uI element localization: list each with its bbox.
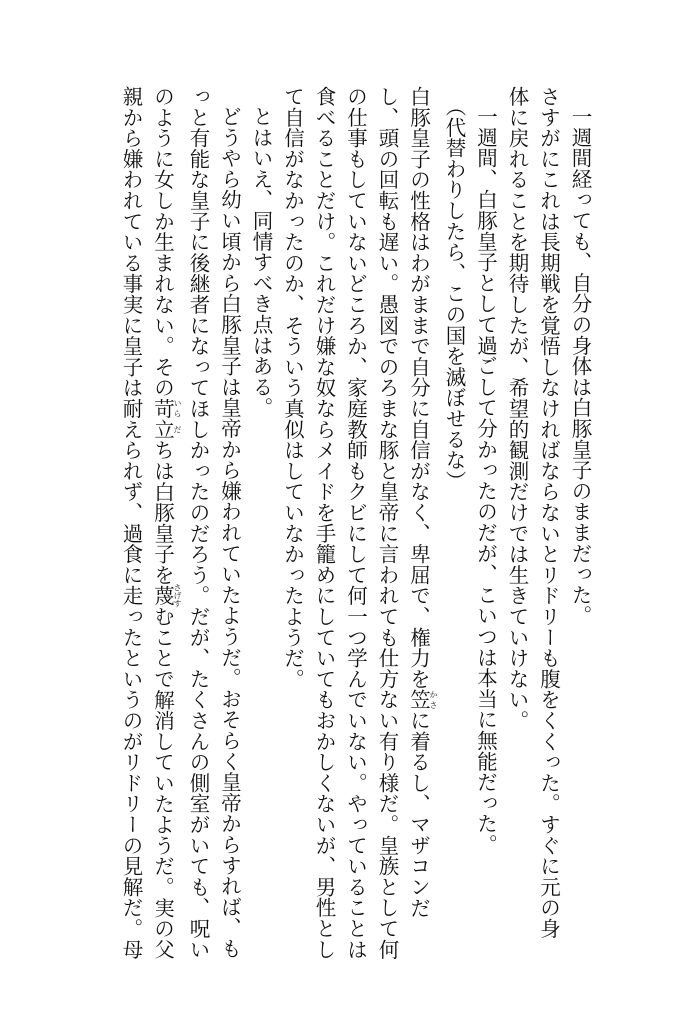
furigana-reading: かさ: [429, 689, 438, 711]
text-line-7: し、頭の回転も遅い。愚図でのろまな豚と皇帝に言われても仕方ない有り様だ。皇族として何: [375, 86, 399, 960]
furigana-ruby: 蔑さげす: [150, 583, 182, 608]
text-line-2: さすがにこれは長期戦を覚悟しなければならないとリドリーも腹をくくった。すぐに元の身: [536, 86, 561, 939]
text-line-5: （代替わりしたら、この国を滅ぼせるな）: [442, 96, 466, 492]
text-line-1: 一週間経っても、自分の身体は白豚皇子のままだった。: [568, 106, 592, 626]
text-line-14: のように女しか生まれない。その苛いら立だちは白豚皇子を蔑さげすむことで解消していたようだ。実の父: [150, 86, 182, 960]
furigana-ruby: 苛いら: [150, 398, 182, 419]
text-line-9: 食べることだけ。これだけ嫌な奴ならメイドを手籠めにしていてもおかしくないが、男性とし: [312, 86, 336, 960]
text-line-4: 一週間、白豚皇子として過ごして分かったのだが、こいつは本当に無能だった。: [473, 106, 498, 855]
text-line-15: 親から嫌われている事実に皇子は耐えられず、過食に走ったというのがリドリーの見解だ。母: [119, 86, 143, 960]
vertical-text-body: [115, 86, 596, 991]
text-line-8: の仕事もしていないどころか、家庭教師もクビにして何一つ学んでいない。やっていることは: [343, 86, 368, 960]
text-line-3: 体に戻れることを期待したが、希望的観測だけでは生きていけない。: [505, 86, 529, 731]
text-line-11: とはいえ、同情すべき点はある。: [249, 106, 273, 418]
furigana-reading: さげす: [173, 583, 182, 608]
furigana-reading: いら: [173, 398, 182, 419]
text-line-13: っと有能な皇子に後継者になってほしかったのだろう。だが、たくさんの側室がいても、呪い: [186, 86, 210, 960]
text-line-12: どうやら幼い頃から白豚皇子は皇帝から嫌われていたようだ。おそらく皇帝からすれば、も: [217, 106, 242, 959]
text-line-6: 白豚皇子の性格はわがままで自分に自信がなく、卑屈で、権力を笠かさに着るし、マザコンだ: [406, 86, 438, 919]
text-line-10: て自信がなかったのか、そういう真似はしていなかったようだ。: [280, 86, 305, 690]
furigana-ruby: 笠かさ: [406, 689, 438, 711]
furigana-ruby: 立だ: [150, 418, 182, 440]
furigana-reading: だ: [173, 418, 182, 440]
